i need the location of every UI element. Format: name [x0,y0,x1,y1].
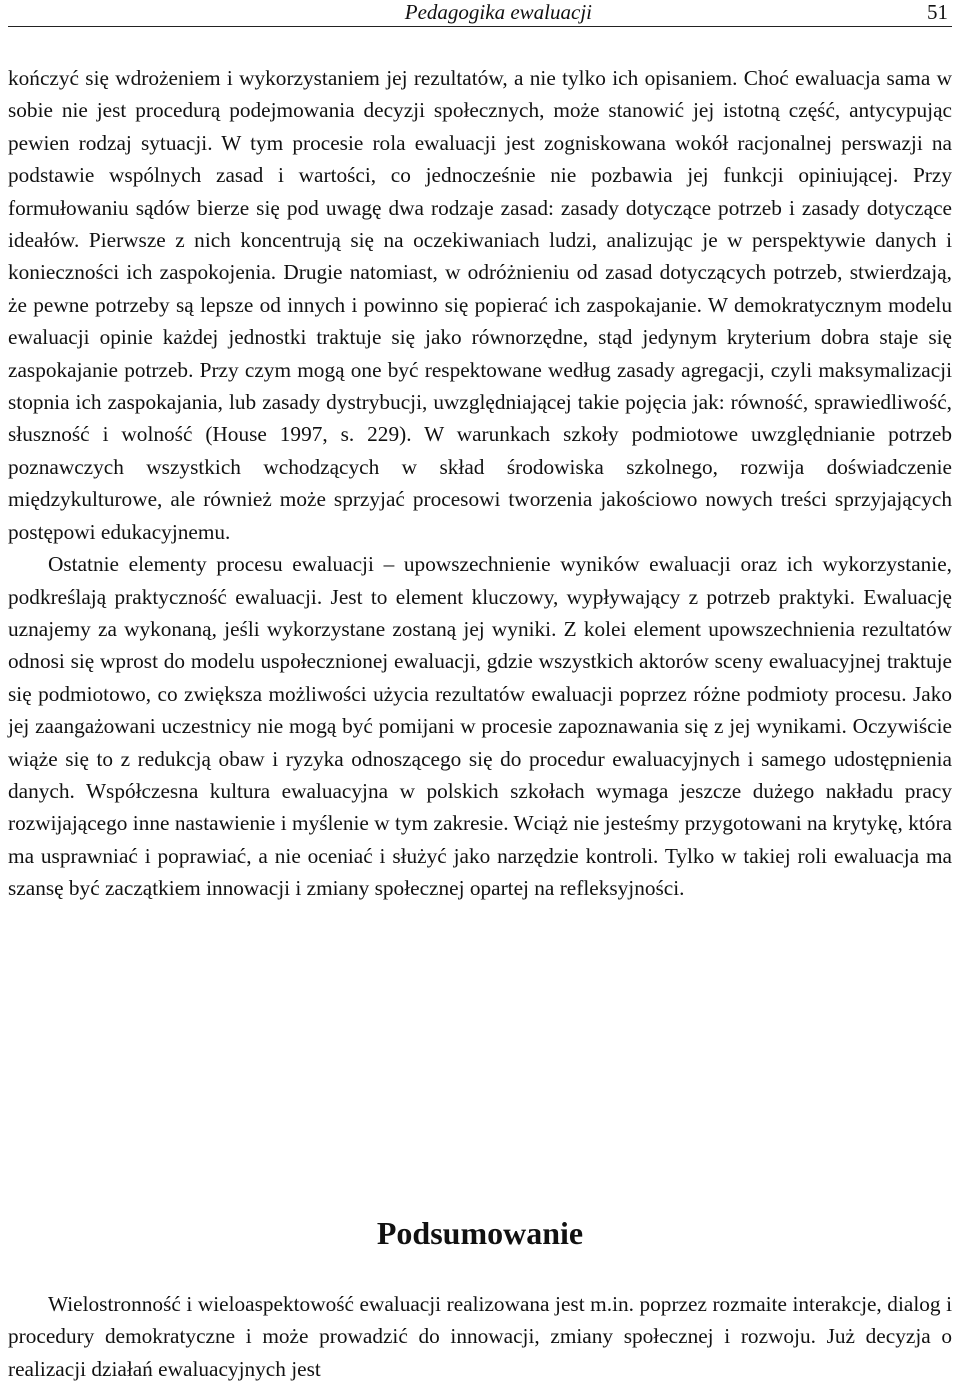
running-header-title: Pedagogika ewaluacji [404,0,592,24]
summary-text [8,1288,952,1385]
paragraph-continued: kończyć się wdrożeniem i wykorzystaniem jej rezultatów, a nie tylko ich opisaniem. Choć ewaluacja sama w sobie nie jest procedurą podejmowania decyzji społecznych, może stanowić jej istotną część, antycypując pewien rodzaj sytuacji. W tym procesie rola ewaluacji jest zogniskowana wokół racjonalnej perswazji na podstawie wspólnych zasad i wartości, co jednocześnie nie pozbawia jej funkcji opiniującej. Przy formułowaniu sądów bierze się pod uwagę dwa rodzaje zasad: zasady dotyczące potrzeb i zasady dotyczące ideałów. Pierwsze z nich koncentrują się na oczekiwaniach ludzi, analizując je w perspektywie danych i konieczności ich zaspokojenia. Drugie natomiast, w odróżnieniu od zasad dotyczących potrzeb, stwierdzają, że pewne potrzeby są lepsze od innych i powinno się popierać ich zaspokajanie. W demokratycznym modelu ewaluacji opinie każdej jednostki traktuje się jako równorzędne, stąd jedynym kryterium dobra staje się zaspokajanie potrzeb. Przy czym mogą one być respektowane według zasady agregacji, czyli maksymalizacji stopnia ich zaspokajania, lub zasady dystrybucji, uwzględniającej takie pojęcia jak: równość, sprawiedliwość, słuszność i wolność (House 1997, s. 229). W warunkach szkoły podmiotowe uwzględnianie potrzeb poznawczych wszystkich wchodzących w skład środowiska szkolnego, rozwija doświadczenie międzykulturowe, ale również może sprzyjać procesowi tworzenia jakościowo nowych treści sprzyjających postępowi edukacyjnemu. [8,66,952,544]
main-text [8,62,952,905]
running-header [8,0,952,27]
page-number: 51 [927,0,948,24]
section-heading: Podsumowanie [376,1214,584,1251]
paragraph: Ostatnie elementy procesu ewaluacji – upowszechnienie wyników ewaluacji oraz ich wykorzystanie, podkreślają praktyczność ewaluacji. Jest to element kluczowy, wypływający z potrzeb praktyki. Ewaluację uznajemy za wykonaną, jeśli wykorzystane zostaną jej wyniki. Z kolei element upowszechnienia rezultatów odnosi się wprost do modelu uspołecznionej ewaluacji, gdzie wszystkich aktorów sceny ewaluacyjnej traktuje się podmiotowo, co zwiększa możliwości użycia rezultatów ewaluacji poprzez różne podmioty procesu. Jako jej zaangażowani uczestnicy nie mogą być pomijani w procesie zapoznawania się z jej wynikami. Oczywiście wiąże się to z redukcją obaw i ryzyka odnoszącego się do procedur ewaluacyjnych i samego udostępnienia danych. Współczesna kultura ewaluacyjna w polskich szkołach wymaga jeszcze dużego nakładu pracy rozwijającego inne nastawienie i myślenie w tym zakresie. Wciąż nie jesteśmy przygotowani na krytykę, która ma usprawniać i poprawiać, a nie oceniać i służyć jako narzędzie kontroli. Tylko w takiej roli ewaluacja ma szansę być zaczątkiem innowacji i zmiany społecznej opartej na refleksyjności. [8,552,952,901]
summary-paragraph: Wielostronność i wieloaspektowość ewaluacji realizowana jest m.in. poprzez rozmaite interakcje, dialog i procedury demokratyczne i może prowadzić do innowacji, zmiany społecznej i rozwoju. Już decyzja o realizacji działań ewaluacyjnych jest [8,1292,952,1381]
